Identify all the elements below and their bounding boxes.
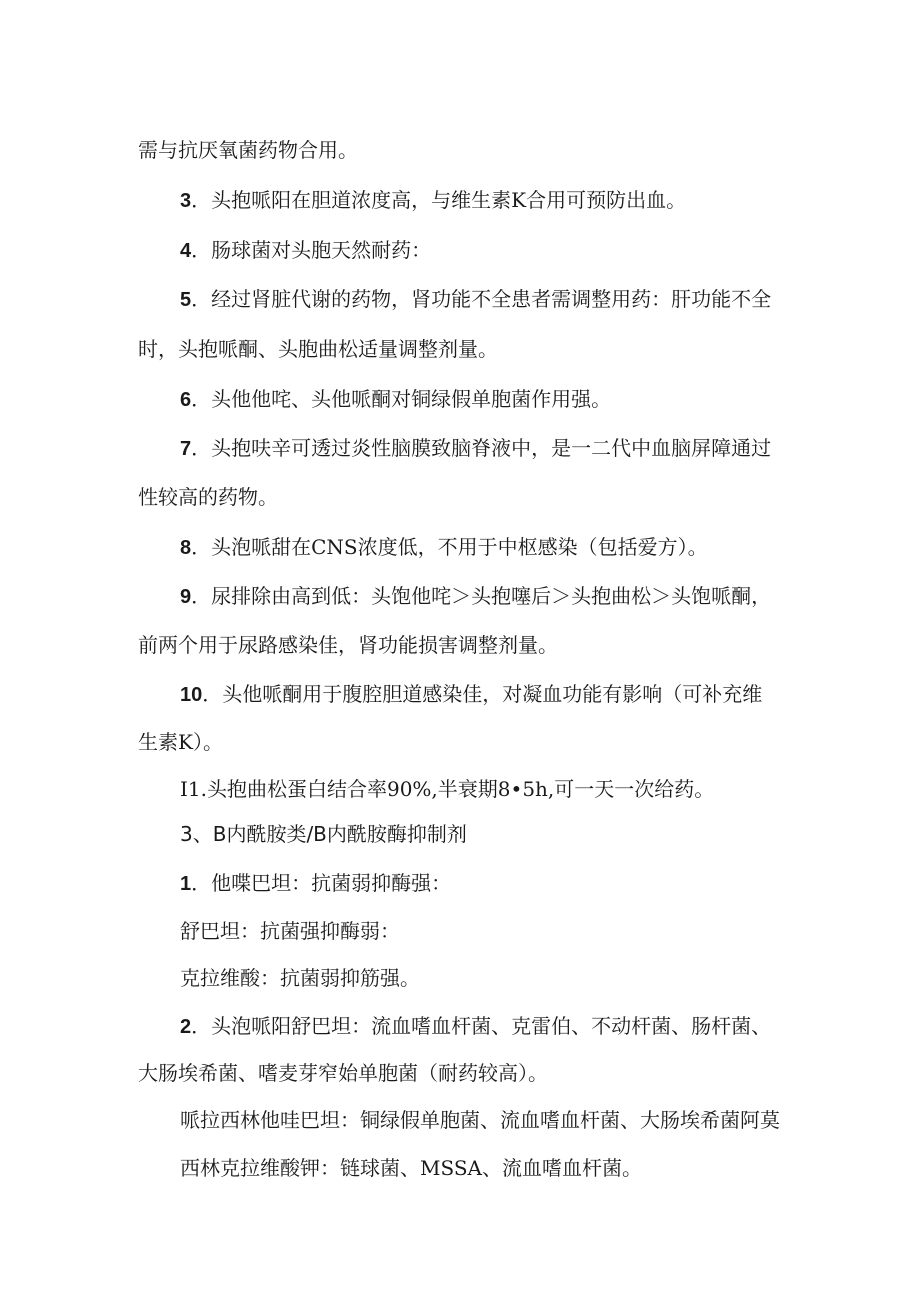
text-line: 时，头抱哌酮、头胞曲松适量调整剂量。 — [138, 337, 498, 361]
list-item: 10．头他哌酮用于腹腔胆道感染佳，对凝血功能有影响（可补充维 — [180, 682, 763, 706]
text-line: 舒巴坦：抗菌强抑酶弱： — [180, 919, 400, 943]
list-item: 6．头他他咤、头他哌酮对铜绿假单胞菌作用强。 — [180, 387, 612, 411]
list-item: 1．他喋巴坦：抗菌弱抑酶强： — [180, 871, 452, 895]
list-item: 7．头抱呋辛可透过炎性脑膜致脑脊液中，是一二代中血脑屏障通过 — [180, 436, 772, 460]
text-line: 哌拉西林他哇巴坦：铜绿假单胞菌、流血嗜血杆菌、大肠埃希菌阿莫 — [180, 1108, 780, 1132]
text-line: 克拉维酸：抗菌弱抑筋强。 — [180, 966, 420, 990]
list-item: 5．经过肾脏代谢的药物，肾功能不全患者需调整用药：肝功能不全 — [180, 287, 772, 311]
list-item: 4．肠球菌对头胞天然耐药： — [180, 238, 432, 262]
list-item: 2．头泡哌阳舒巴坦：流血嗜血杆菌、克雷伯、不动杆菌、肠杆菌、 — [180, 1014, 772, 1038]
text-line: 大肠埃希菌、嗜麦芽窄始单胞菌（耐药较高）。 — [138, 1061, 548, 1085]
text-line: 需与抗厌氧菌药物合用。 — [138, 138, 358, 162]
list-item: 3．头抱哌阳在胆道浓度高，与维生素K合用可预防出血。 — [180, 188, 687, 212]
text-line: I1.头抱曲松蛋白结合率90%,半衰期8•5h,可一天一次给药。 — [180, 777, 715, 801]
list-item: 8．头泡哌甜在CNS浓度低，不用于中枢感染（包括爱方）。 — [180, 535, 708, 559]
text-line: 生素K）。 — [138, 730, 223, 754]
text-line: 西林克拉维酸钾：链球菌、MSSA、流血嗜血杆菌。 — [180, 1156, 642, 1180]
section-heading: 3、B内酰胺类/B内酰胺酶抑制剂 — [180, 822, 467, 846]
list-item: 9．尿排除由高到低：头饱他咤＞头抱噻后＞头抱曲松＞头饱哌酮， — [180, 584, 772, 608]
text-line: 前两个用于尿路感染佳，肾功能损害调整剂量。 — [138, 633, 558, 657]
text-line: 性较高的药物。 — [138, 485, 278, 509]
